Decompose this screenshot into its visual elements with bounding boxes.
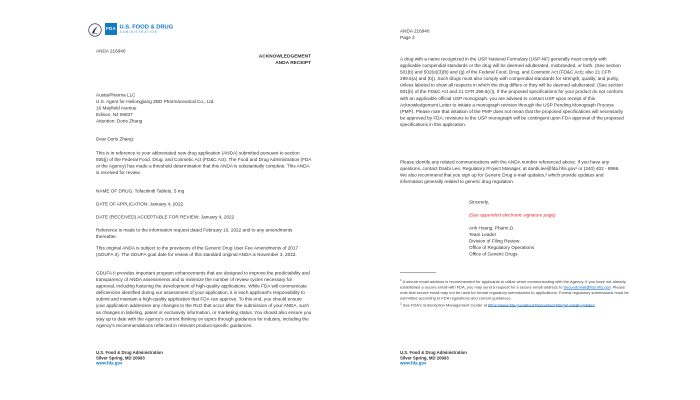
recipient-city: Edison, NJ 08837 bbox=[96, 112, 133, 118]
page2-page-number: Page 2 bbox=[400, 35, 415, 40]
recipient-address bbox=[96, 92, 312, 125]
fda-org-line1: U.S. FOOD & DRUG bbox=[119, 24, 174, 30]
footnotes bbox=[400, 278, 630, 308]
footer-org: U.S. Food & Drug Administration bbox=[96, 350, 163, 355]
footnote-1-text-post: . Please note that secure email may not be used for formal regulatory submissions to applications. Formal regulatory submissions must be submitted according to FDA regulations and current guidances. bbox=[400, 284, 629, 301]
heading-acknowledgement: ACKNOWLEDGEMENT bbox=[258, 53, 311, 59]
application-date-line: DATE OF APPLICATION: January 4, 2022 bbox=[96, 201, 184, 207]
fda-website-link[interactable]: www.fda.gov bbox=[400, 360, 427, 366]
anda-number: ANDA 216940 bbox=[96, 48, 126, 54]
footnote-1 bbox=[400, 278, 630, 301]
paragraph-gdufa-program: GDUFA II provides important program enhancements that are designed to improve the predictability and transparency of ANDA assessments and to minimize the number of review cycles necessary for approval, including fostering the development of high-quality applications. While FDA will communicate deficiencies identified during our assessment of your application, it is each applicant's responsibility to submit and maintain a high-quality application that FDA can approve. To this end, you should ensure your application addresses any changes to the RLD that occur after the submission of your ANDA, such as changes in labeling, patent or exclusivity information, or marketing status. You should also ensure you stay up to date with the Agency's current thinking on topics through guidances for industry, including the Agency's recommendations reflected in relevant product-specific guidances. bbox=[96, 270, 312, 328]
recipient-attention: Attention: Doris Zhang bbox=[96, 118, 143, 124]
sincerely-line: Sincerely, bbox=[469, 199, 490, 205]
secure-email-link[interactable]: SecureEmail@fda.hhs.gov bbox=[563, 284, 611, 290]
recipient-agent: U.S. Agent for Heilongjiang ZBD Pharmaceutical Co., Ltd. bbox=[96, 99, 215, 105]
recipient-company: AustarPharma LLC bbox=[96, 92, 136, 98]
footnote-2-text-post: . bbox=[594, 302, 596, 308]
footnote-2 bbox=[400, 301, 630, 307]
signer-office2: Office of Generic Drugs bbox=[469, 251, 518, 257]
footer-address: Silver Spring, MD 20993 bbox=[96, 355, 145, 361]
signer-office1: Office of Regulatory Operations bbox=[469, 245, 535, 251]
recipient-street: 16 Mayfield Avenue bbox=[96, 105, 137, 111]
paragraph-reference: Reference is made to the information request dated February 10, 2022 and to any amendments thereafter. bbox=[96, 227, 293, 240]
footer-address: Silver Spring, MD 20993 bbox=[400, 355, 449, 361]
electronic-signature-note: (See appended electronic signature page) bbox=[469, 212, 556, 218]
footnote-1-marker: 1 bbox=[400, 279, 402, 282]
page-footer bbox=[96, 350, 163, 366]
signer-division: Division of Filing Review bbox=[469, 238, 520, 244]
drug-name-line: NAME OF DRUG: Tofacitinib Tablets, 5 mg bbox=[96, 188, 185, 194]
fda-org-name-block bbox=[120, 23, 174, 35]
page-footer bbox=[400, 350, 467, 366]
footnote-2-text-pre: See FDA's Subscription Management Center at bbox=[402, 302, 489, 308]
paragraph-intro: This is in reference to your abbreviated new drug application (ANDA) submitted pursuant to section 505(j) of the Federal Food, Drug, and Cosmetic Act (FD&C Act). The Food and Drug Administration (FDA or the Agency) has made a threshold determination that this ANDA is substantially complete. This ANDA is received for review. bbox=[96, 150, 312, 176]
signature-block bbox=[469, 225, 534, 258]
signer-title: Team Leader bbox=[469, 232, 497, 238]
fda-letterhead bbox=[88, 23, 173, 37]
salutation: Dear Doris Zhang: bbox=[96, 136, 134, 142]
signer-name: Anh Hoang, Pharm.D. bbox=[469, 225, 515, 231]
fda-website-link[interactable]: www.fda.gov bbox=[96, 360, 123, 366]
heading-anda-receipt: ANDA RECEIPT bbox=[275, 60, 311, 66]
eagle-seal-icon bbox=[88, 23, 102, 37]
fda-logo-icon: FDA bbox=[105, 23, 117, 35]
page2-header bbox=[400, 28, 429, 41]
footnote-divider bbox=[400, 272, 436, 273]
letter-page-1 bbox=[85, 0, 355, 400]
letter-page-2 bbox=[375, 0, 645, 400]
page2-anda-number: ANDA 216940 bbox=[400, 28, 430, 34]
fda-org-line2: ADMINISTRATION bbox=[119, 30, 158, 34]
paragraph-contact: Please identify any related communications with the ANDA number referenced above. If you have any questions, contact Danbi Lee, Regulatory Project Manager, at danbi.lee@fda.hhs.gov¹ or (240) 402 - 8986. We also recommend that you sign up for Generic Drug e-mail updates,² which provide updates and information generally related to generic drug regulation. bbox=[400, 159, 620, 185]
received-date-line: DATE (RECEIVED) ACCEPTABLE FOR REVIEW: January 4, 2022 bbox=[96, 214, 235, 220]
subscription-center-link[interactable]: https://www.fda.gov/about-fda/contact-fda/get-email-updates bbox=[488, 302, 595, 308]
footnote-2-marker: 2 bbox=[400, 302, 402, 306]
footnote-1-text-pre: A secure email address is recommended for applicants to utilize when communicating with the Agency. If you have not already established a secure email with FDA, you may send a request for a secure email address to bbox=[400, 279, 626, 290]
footer-org: U.S. Food & Drug Administration bbox=[400, 350, 467, 355]
paragraph-gdufa-subject: This original ANDA is subject to the provisions of the Generic Drug User Fee Amendments of 2017 (GDUFA II). The GDUFA goal date for review of this standard original ANDA is November 3, 2022. bbox=[96, 245, 299, 258]
document-heading bbox=[259, 53, 311, 66]
paragraph-usp-compendial: A drug with a name recognized in the USP National Formulary (USP-NF) generally must comply with applicable compendial standards or the drug will be deemed adulterated, misbranded, or both. (See section 501(b) and 502(e)(3)(b) and (g) of the Federal Food, Drug, and Cosmetic Act (FD&C Act); also 21 CFR 299.5(a) and (b)). Such drugs must also comply with compendial standards for strength, quality, and purity, unless labeled to show all respects in which the drug differs or they will be deemed adulterated. (See section 501(b) of the FD&C Act and 21 CFR 299.5(c)). If the proposed specifications for your product do not conform with an applicable official USP monograph, you are advised to contact USP upon receipt of this Acknowledgement Letter to initiate a monograph revision through the USP Pending Monograph Process (PMP). Please note that initiation of the PMP does not mean that the proposed specifications will necessarily be approved by FDA; revisions to the USP monograph will be contingent upon FDA approval of the proposed specifications in this application. bbox=[400, 56, 624, 127]
